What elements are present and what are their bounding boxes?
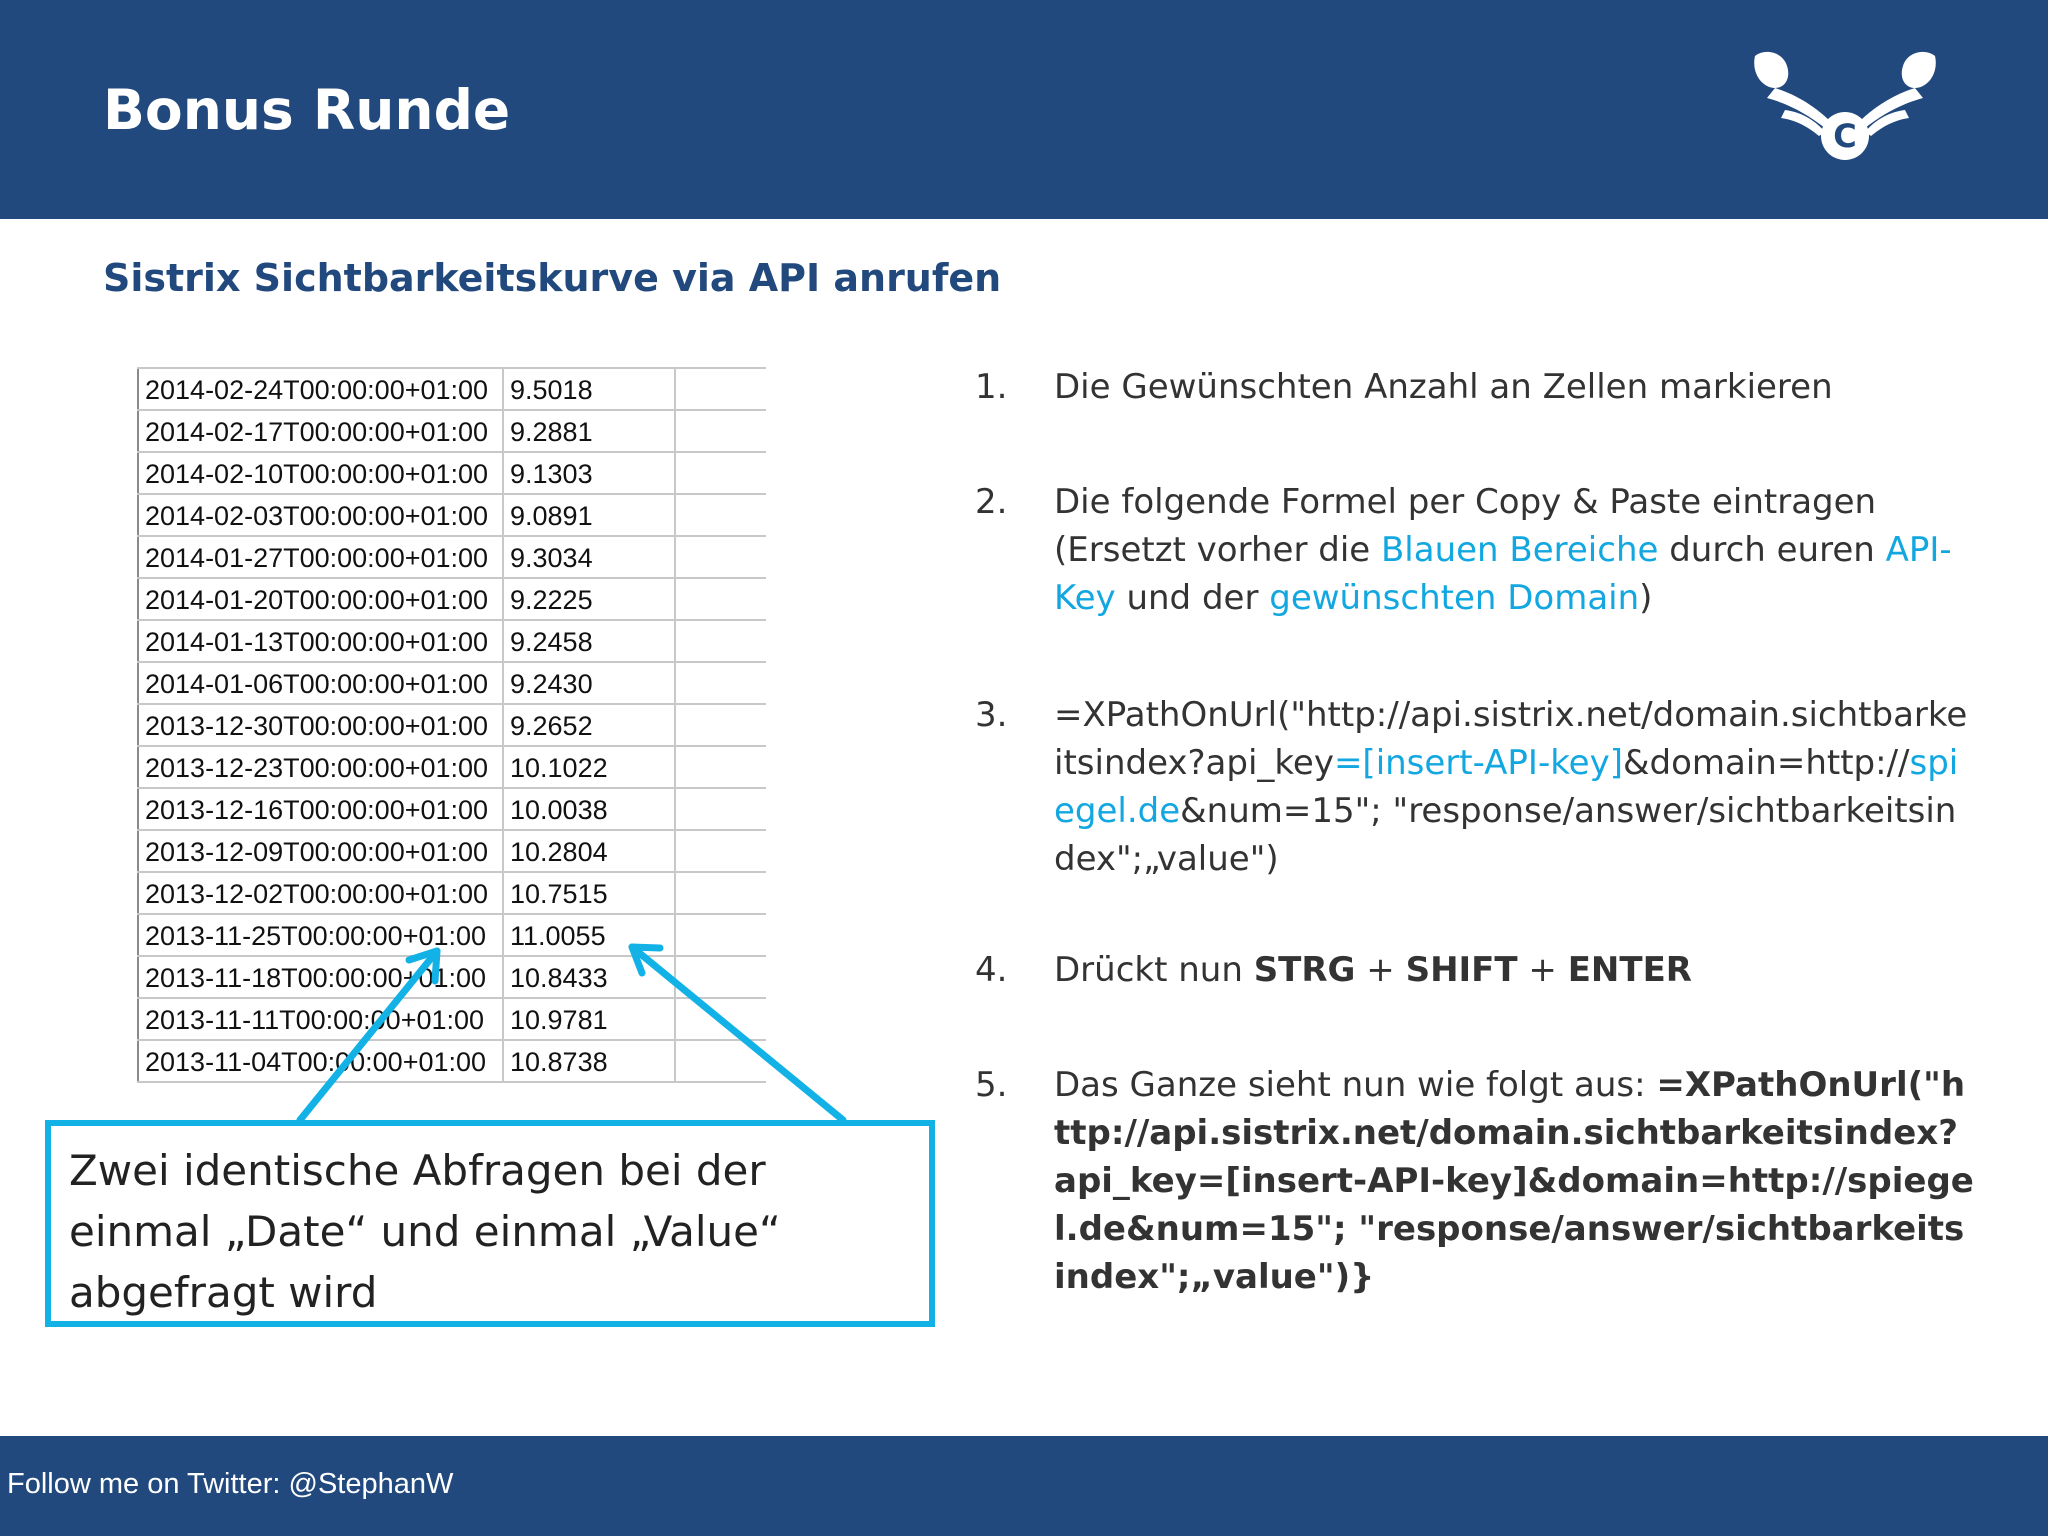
value-cell: 10.8433 (503, 956, 675, 998)
table-row (138, 452, 766, 494)
table-row (138, 746, 766, 788)
value-cell: 11.0055 (503, 914, 675, 956)
date-cell: 2014-02-17T00:00:00+01:00 (138, 410, 503, 452)
table-row (138, 536, 766, 578)
formula-text: &domain=http:// (1623, 743, 1910, 783)
footer-twitter-text: Follow me on Twitter: @StephanW (7, 1468, 454, 1500)
empty-cell (675, 746, 766, 788)
formula-text: &num=15"; "response/answer/sichtbarkeitsindex";„value") (1054, 791, 1957, 879)
table-row (138, 1040, 766, 1082)
value-cell: 10.0038 (503, 788, 675, 830)
empty-cell (675, 578, 766, 620)
step-text: Das Ganze sieht nun wie folgt aus: (1054, 1065, 1657, 1105)
slide-subtitle: Sistrix Sichtbarkeitskurve via API anrufen (103, 256, 1002, 300)
key-enter: ENTER (1567, 950, 1692, 990)
final-formula: =XPathOnUrl("http://api.sistrix.net/domain.sichtbarkeitsindex?api_key=[insert-API-key]&domain=http://spiegel.de&num=15"; "response/answer/sichtbarkeitsindex";„value")} (1054, 1065, 1974, 1297)
step-text: durch euren (1658, 530, 1886, 570)
step-text: + (1517, 950, 1568, 990)
step-body (1054, 691, 1974, 883)
callout-box (45, 1120, 935, 1327)
table-row (138, 914, 766, 956)
table-row (138, 662, 766, 704)
highlight-text: =[insert-API-key] (1333, 743, 1623, 783)
date-cell: 2014-02-03T00:00:00+01:00 (138, 494, 503, 536)
value-cell: 10.2804 (503, 830, 675, 872)
highlight-text: Blauen Bereiche (1380, 530, 1659, 570)
value-cell: 9.2652 (503, 704, 675, 746)
winged-c-logo-icon (1745, 48, 1945, 168)
empty-cell (675, 956, 766, 998)
empty-cell (675, 872, 766, 914)
value-cell: 9.2881 (503, 410, 675, 452)
date-cell: 2013-12-30T00:00:00+01:00 (138, 704, 503, 746)
date-cell: 2014-02-24T00:00:00+01:00 (138, 368, 503, 410)
empty-cell (675, 620, 766, 662)
date-cell: 2014-01-20T00:00:00+01:00 (138, 578, 503, 620)
empty-cell (675, 536, 766, 578)
date-cell: 2013-12-02T00:00:00+01:00 (138, 872, 503, 914)
step-body (1054, 478, 1974, 622)
date-cell: 2014-01-06T00:00:00+01:00 (138, 662, 503, 704)
table-row (138, 956, 766, 998)
empty-cell (675, 998, 766, 1040)
empty-cell (675, 452, 766, 494)
empty-cell (675, 494, 766, 536)
date-cell: 2014-01-13T00:00:00+01:00 (138, 620, 503, 662)
step-text: Die Gewünschten Anzahl an Zellen markieren (1054, 367, 1833, 407)
formula-text: =XPathOnUrl("http://api.sistrix.net/domain.sichtbarkeitsindex?api_key (1054, 695, 1968, 783)
value-cell: 9.2458 (503, 620, 675, 662)
date-cell: 2013-11-11T00:00:00+01:00 (138, 998, 503, 1040)
table-row (138, 872, 766, 914)
logo-letter: C (1833, 117, 1857, 155)
key-strg: STRG (1253, 950, 1356, 990)
step-text: + (1355, 950, 1406, 990)
step-text: Die folgende Formel per Copy & Paste eintragen (Ersetzt vorher die (1054, 482, 1877, 570)
table-row (138, 620, 766, 662)
empty-cell (675, 704, 766, 746)
table-row (138, 494, 766, 536)
step-body (1054, 363, 1974, 411)
value-cell: 10.8738 (503, 1040, 675, 1082)
date-cell: 2014-01-27T00:00:00+01:00 (138, 536, 503, 578)
value-cell: 9.2430 (503, 662, 675, 704)
date-cell: 2013-11-25T00:00:00+01:00 (138, 914, 503, 956)
date-cell: 2013-12-16T00:00:00+01:00 (138, 788, 503, 830)
step-number: 5. (975, 1065, 1008, 1105)
step-body (1054, 1061, 1974, 1301)
step-text: Drückt nun (1054, 950, 1254, 990)
step-number: 2. (975, 482, 1008, 522)
table-row (138, 788, 766, 830)
value-cell: 9.1303 (503, 452, 675, 494)
table-row (138, 410, 766, 452)
empty-cell (675, 788, 766, 830)
step-text: und der (1115, 578, 1270, 618)
empty-cell (675, 914, 766, 956)
highlight-text: gewünschten Domain (1269, 578, 1640, 618)
date-cell: 2014-02-10T00:00:00+01:00 (138, 452, 503, 494)
value-cell: 9.0891 (503, 494, 675, 536)
key-shift: SHIFT (1405, 950, 1518, 990)
step-body (1054, 946, 1974, 994)
date-cell: 2013-11-18T00:00:00+01:00 (138, 956, 503, 998)
slide-title: Bonus Runde (103, 78, 511, 142)
value-cell: 10.1022 (503, 746, 675, 788)
empty-cell (675, 830, 766, 872)
date-cell: 2013-12-23T00:00:00+01:00 (138, 746, 503, 788)
value-cell: 10.7515 (503, 872, 675, 914)
empty-cell (675, 410, 766, 452)
table-row (138, 578, 766, 620)
value-cell: 9.2225 (503, 578, 675, 620)
table-row (138, 704, 766, 746)
step-number: 1. (975, 367, 1008, 407)
spreadsheet-table (137, 367, 766, 1083)
empty-cell (675, 1040, 766, 1082)
step-text: ) (1639, 578, 1653, 618)
table-row (138, 998, 766, 1040)
empty-cell (675, 662, 766, 704)
empty-cell (675, 368, 766, 410)
step-number: 3. (975, 695, 1008, 735)
step-number: 4. (975, 950, 1008, 990)
table-row (138, 368, 766, 410)
callout-text: Zwei identische Abfragen bei der einmal „Date“ und einmal „Value“ abgefragt wird (69, 1146, 781, 1317)
table-row (138, 830, 766, 872)
value-cell: 9.3034 (503, 536, 675, 578)
date-cell: 2013-12-09T00:00:00+01:00 (138, 830, 503, 872)
highlight-text: spiegel.de (1054, 743, 1959, 831)
value-cell: 9.5018 (503, 368, 675, 410)
date-cell: 2013-11-04T00:00:00+01:00 (138, 1040, 503, 1082)
highlight-text: API-Key (1054, 530, 1952, 618)
value-cell: 10.9781 (503, 998, 675, 1040)
